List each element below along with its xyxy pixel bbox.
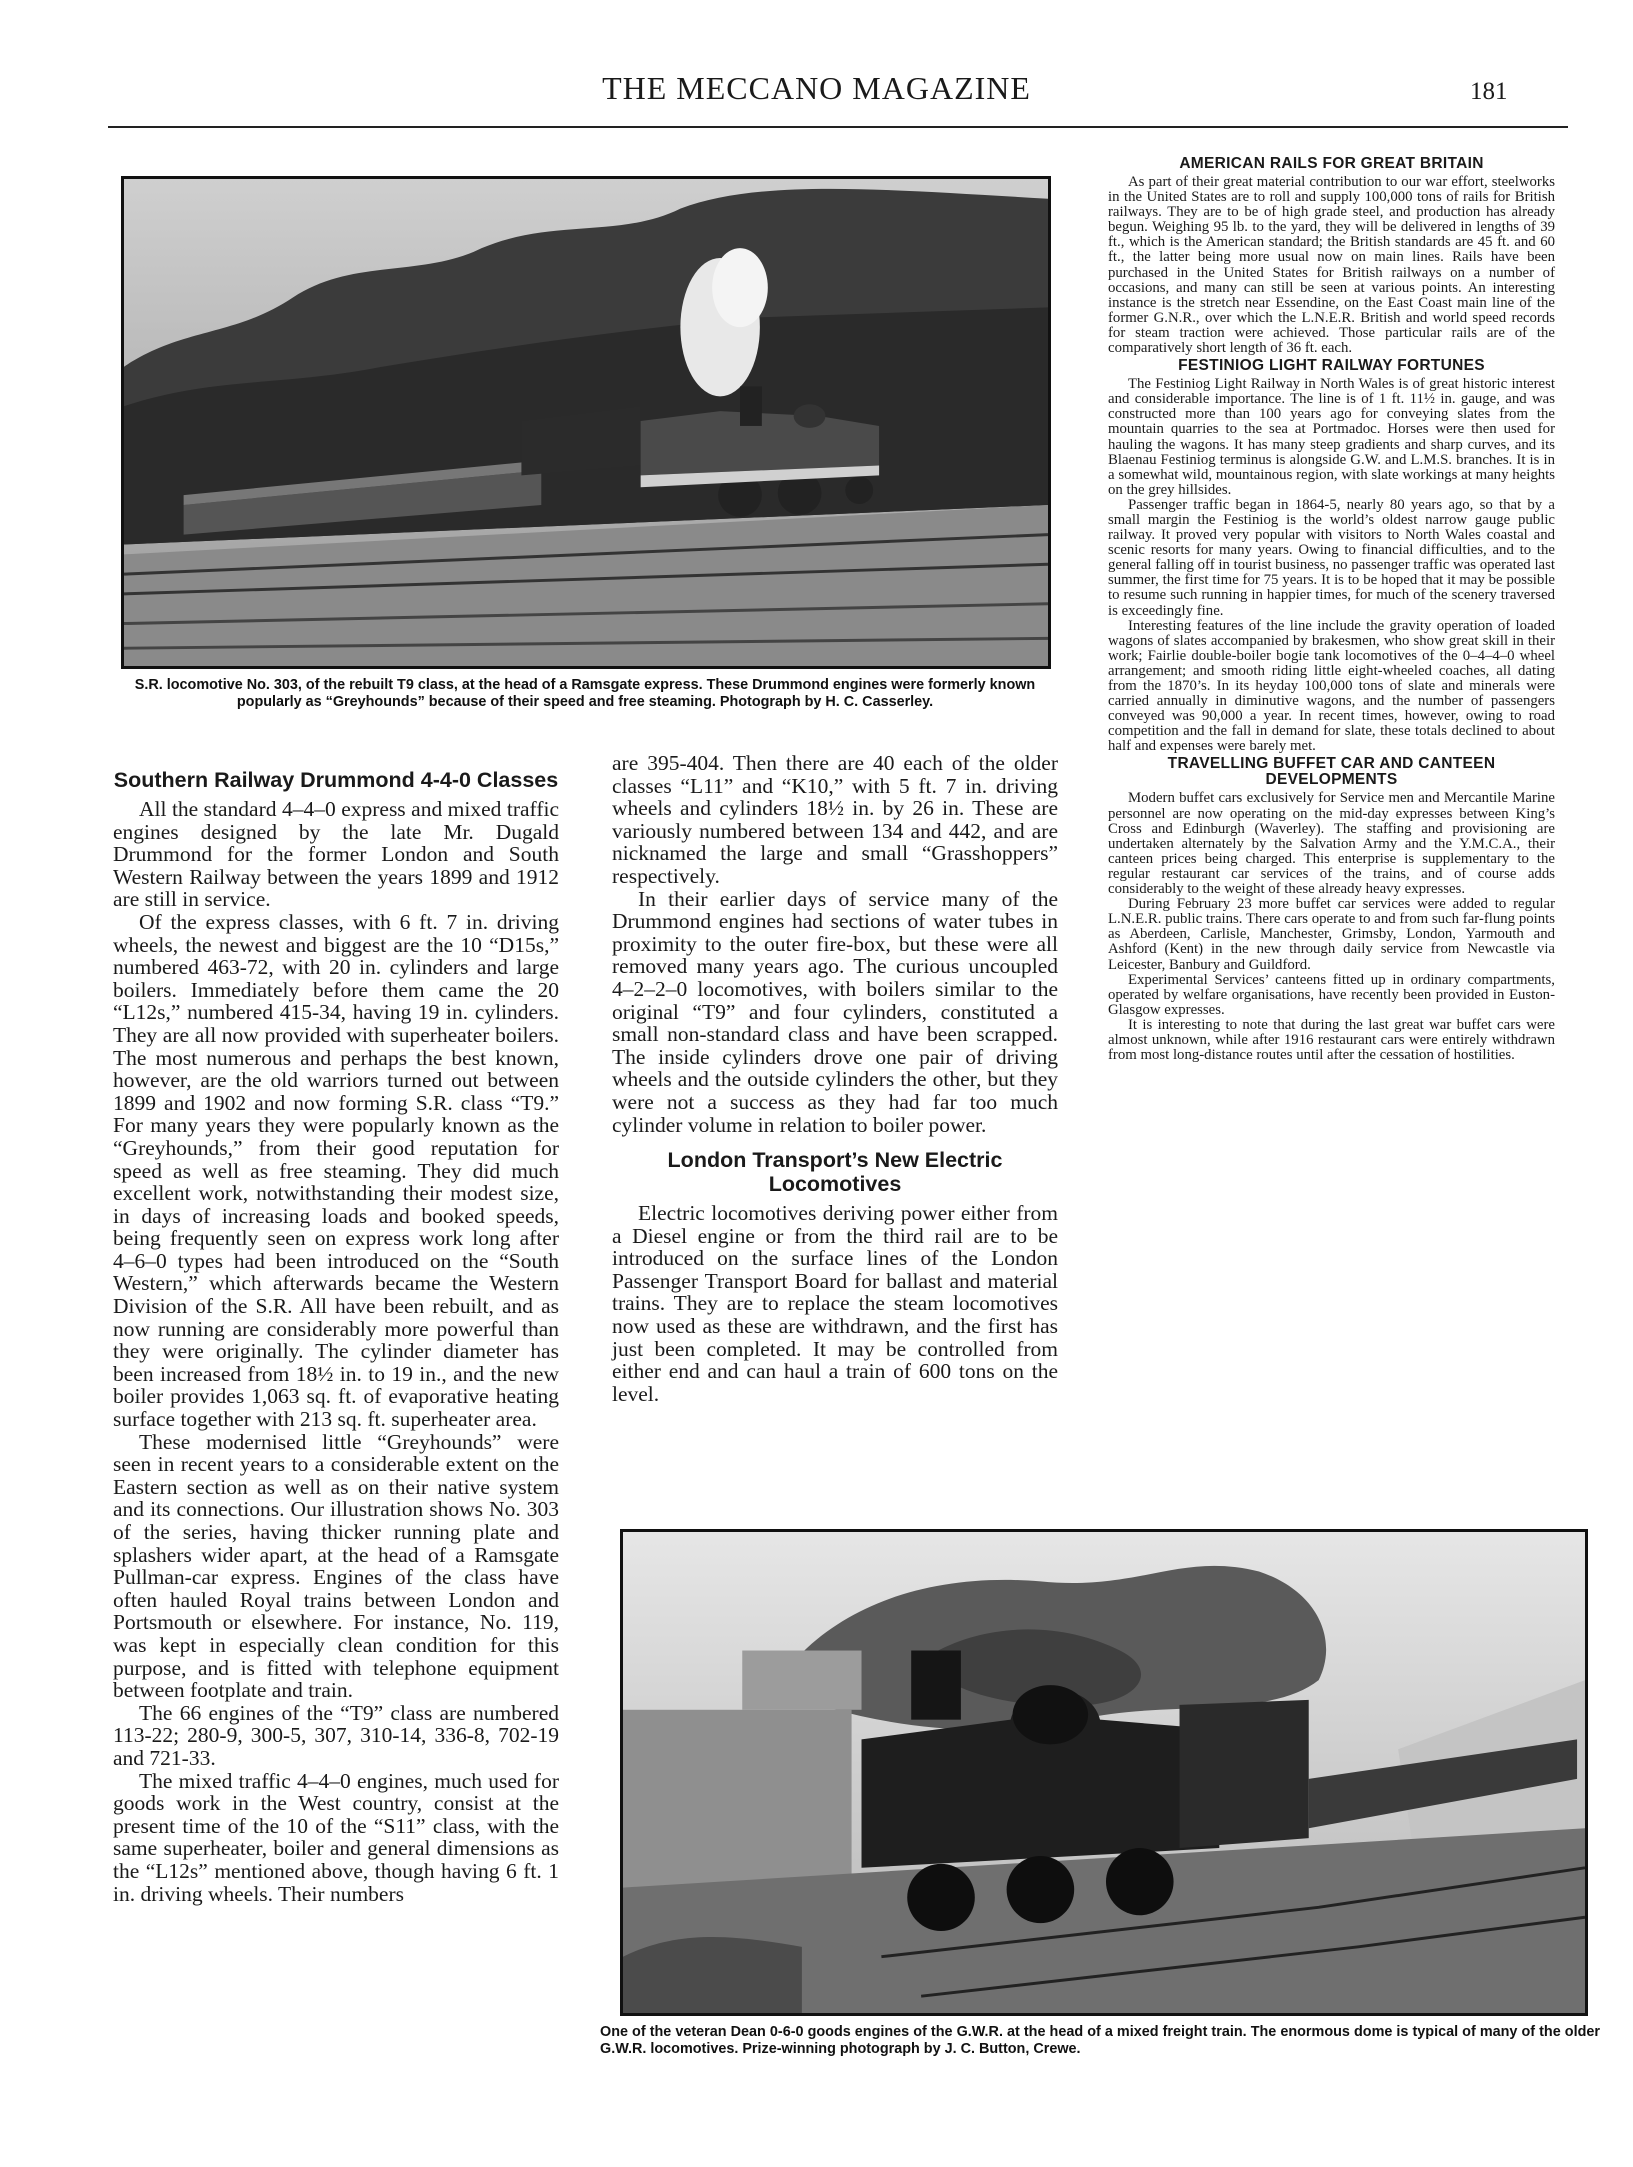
header-rule	[108, 126, 1568, 128]
article-buffet-paragraph: During February 23 more buffet car services were added to regular L.N.E.R. public trains. There cars operate to and from such far-flung points as Aberdeen, Carlisle, Manchester, Grimsby, London, Yarmouth and Ashford (Kent) in the new through daily service from Newcastle via Leicester, Banbury and Guildford.	[1108, 896, 1555, 973]
magazine-title: THE MECCANO MAGAZINE	[602, 70, 1031, 106]
article-southern-continued-paragraph: are 395-404. Then there are 40 each of the older classes “L11” and “K10,” with 5 ft. 7 in. driving wheels and cylinders 18½ in. by 26 in. These are variously numbered between 134 and 442, and are nicknamed the large and small “Grasshoppers” respectively.	[612, 751, 1058, 888]
article-london-heading: London Transport’s New Electric Locomotives	[667, 1148, 1003, 1197]
article-southern-paragraph: All the standard 4–4–0 express and mixed traffic engines designed by the late Mr. Dugald Drummond for the former London and South Western Railway between the years 1899 and 1912 are still in service.	[113, 797, 559, 912]
article-festiniog-heading: FESTINIOG LIGHT RAILWAY FORTUNES	[1178, 357, 1485, 375]
article-buffet-heading: TRAVELLING BUFFET CAR AND CANTEEN DEVELOPMENTS	[1167, 755, 1496, 789]
article-southern-paragraph: Of the express classes, with 6 ft. 7 in. driving wheels, the newest and biggest are the 10 “D15s,” numbered 463-72, with 20 in. cylinders and large boilers. Immediately before them came the 20 “L12s,” numbered 415-34, having 19 in. cylinders. They are all now provided with superheater boilers. The most numerous and perhaps the best known, however, are the old warriors turned out between 1899 and 1902 and now forming S.R. class “T9.” For many years they were popularly known as the “Greyhounds,” from their good reputation for speed as well as free steaming. They did much excellent work, notwithstanding their modest size, in days of increasing loads and booked speeds, being frequently seen on express work long after 4–6–0 types had been introduced on the “South Western,” which afterwards became the Western Division of the S.R. All have been rebuilt, and as now running are considerably more powerful than they were originally. The cylinder diameter has been increased from 18½ in. to 19 in., and the new boiler provides 1,063 sq. ft. of evaporative heating surface together with 213 sq. ft. superheater area.	[113, 909, 559, 1432]
article-southern-paragraph: The mixed traffic 4–4–0 engines, much used for goods work in the West country, consist at the present time of the 10 of the “S11” class, with the same superheater, boiler and general dimensions as the “L12s” mentioned above, though having 6 ft. 1 in. driving wheels. Their numbers	[113, 1768, 559, 1906]
article-buffet-paragraph: It is interesting to note that during the last great war buffet cars were almost unknown, while after 1916 restaurant cars were entirely withdrawn from most long-distance routes until after the cessation of hostilities.	[1108, 1016, 1555, 1064]
article-festiniog-paragraph: Interesting features of the line include the gravity operation of loaded wagons of slates accompanied by brakesmen, who show great skill in their work; Fairlie double-boiler bogie tank locomotives of the 0–4–4–0 wheel arrangement; and smooth riding little eight-wheeled coaches, all dating from the 1870’s. In its heyday 100,000 tons of slate and minerals were carried annually in diminutive wagons, and the number of passengers conveyed was 90,000 a year. In recent times, however, owing to road competition and the fall in demand for slate, these totals declined to about half and expenses were barely met.	[1108, 617, 1555, 755]
article-southern-paragraph: The 66 engines of the “T9” class are numbered 113-22; 280-9, 300-5, 307, 310-14, 336-8, 702-19 and 721-33.	[113, 1700, 559, 1770]
top-photo-locomotive-303	[121, 176, 1051, 669]
article-buffet-paragraph: Experimental Services’ canteens fitted up in ordinary compartments, operated by welfare organisations, have recently been provided in Euston-Glasgow expresses.	[1108, 971, 1555, 1018]
article-southern-heading: Southern Railway Drummond 4-4-0 Classes	[113, 768, 559, 792]
top-photo-caption: S.R. locomotive No. 303, of the rebuilt T9 class, at the head of a Ramsgate express. These Drummond engines were formerly known popularly as “Greyhounds” because of their speed and free steaming. Photograph by H. C. Casserley.	[134, 677, 1036, 710]
page-number: 181	[1470, 78, 1508, 105]
article-london-paragraph: Electric locomotives deriving power either from a Diesel engine or from the third rail are to be introduced on the surface lines of the London Passenger Transport Board for ballast and material trains. They are to replace the steam locomotives now used as these are withdrawn, and the first has just been completed. It may be controlled from either end and can haul a train of 600 tons on the level.	[612, 1201, 1058, 1406]
bottom-photo-dean-goods-engine	[620, 1529, 1588, 2016]
article-american-heading: AMERICAN RAILS FOR GREAT BRITAIN	[1179, 155, 1484, 172]
article-buffet-paragraph: Modern buffet cars exclusively for Service men and Mercantile Marine personnel are now operating on the mid-day expresses between King’s Cross and Edinburgh (Waverley). The staffing and provisioning are undertaken alternately by the Salvation Army and the Y.M.C.A., their canteen prices being charged. This enterprise is supplementary to the regular restaurant car services of the trains, and of course adds considerably to the weight of these already heavy expresses.	[1108, 790, 1555, 898]
article-festiniog-paragraph: Passenger traffic began in 1864-5, nearly 80 years ago, so that by a small margin the Festiniog is the world’s oldest narrow gauge public railway. It proved very popular with visitors to North Wales coastal and scenic resorts for many years. Owing to financial difficulties, and to the general falling off in tourist business, no passenger traffic was operated last summer, the first time for 75 years. It is to be hoped that it may be possible to resume such running in happier times, for much of the scenery traversed is exceedingly fine.	[1108, 496, 1555, 619]
column-1	[113, 768, 559, 1905]
article-southern-paragraph: These modernised little “Greyhounds” were seen in recent years to a considerable extent on the Eastern section as well as on their native system and its connections. Our illustration shows No. 303 of the series, having thicker running plate and splashers wider apart, at the head of a Ramsgate Pullman-car express. Engines of the class have often hauled Royal trains between London and Portsmouth or elsewhere. For instance, No. 119, was kept in especially clean condition for this purpose, and is fitted with telephone equipment between footplate and train.	[113, 1429, 559, 1703]
article-festiniog-paragraph: The Festiniog Light Railway in North Wales is of great historic interest and considerable importance. The line is of 1 ft. 11½ in. gauge, and was constructed more than 100 years ago for conveying slates from the mountain quarries to the sea at Portmadoc. Horses were then used for hauling the wagons. It has many steep gradients and sharp curves, and its Blaenau Festiniog terminus is alongside G.W. and L.M.S. branches. It is in a somewhat wild, mountainous region, with slate workings at many heights on the grey hillsides.	[1108, 376, 1555, 498]
column-2	[612, 752, 1058, 1405]
bottom-photo-caption: One of the veteran Dean 0-6-0 goods engines of the G.W.R. at the head of a mixed freight train. The enormous dome is typical of many of the older G.W.R. locomotives. Prize-winning photograph by J. C. Button, Crewe.	[600, 2024, 1600, 2057]
article-american-paragraph: As part of their great material contribution to our war effort, steelworks in the United States are to roll and supply 100,000 tons of rails for British railways. They are to be of high grade steel, and production has already begun. Weighing 95 lb. to the yard, they will be delivered in lengths of 39 ft., which is the American standard; the British standards are 45 ft. and 60 ft., the latter being more usual now on main lines. Rails have been purchased in the United States for British railways on a number of occasions, and many can still be seen at various points. An interesting instance is the stretch near Essendine, on the East Coast main line of the former G.N.R., over which the L.N.E.R. British and world speed records for steam traction were achieved. Those particular rails are of the comparatively short length of 36 ft. each.	[1108, 174, 1555, 357]
column-3-news-briefs	[1108, 154, 1555, 1063]
article-southern-continued-paragraph: In their earlier days of service many of the Drummond engines had sections of water tubes in proximity to the outer fire-box, but these were all removed many years ago. The curious uncoupled 4–2–2–0 locomotives, with boilers similar to the original “T9” and four cylinders, constituted a small non-standard class and have been scrapped. The inside cylinders drove one pair of driving wheels and the outside cylinders the other, but they were not a success as they had far too much cylinder volume in relation to boiler power.	[612, 886, 1058, 1137]
